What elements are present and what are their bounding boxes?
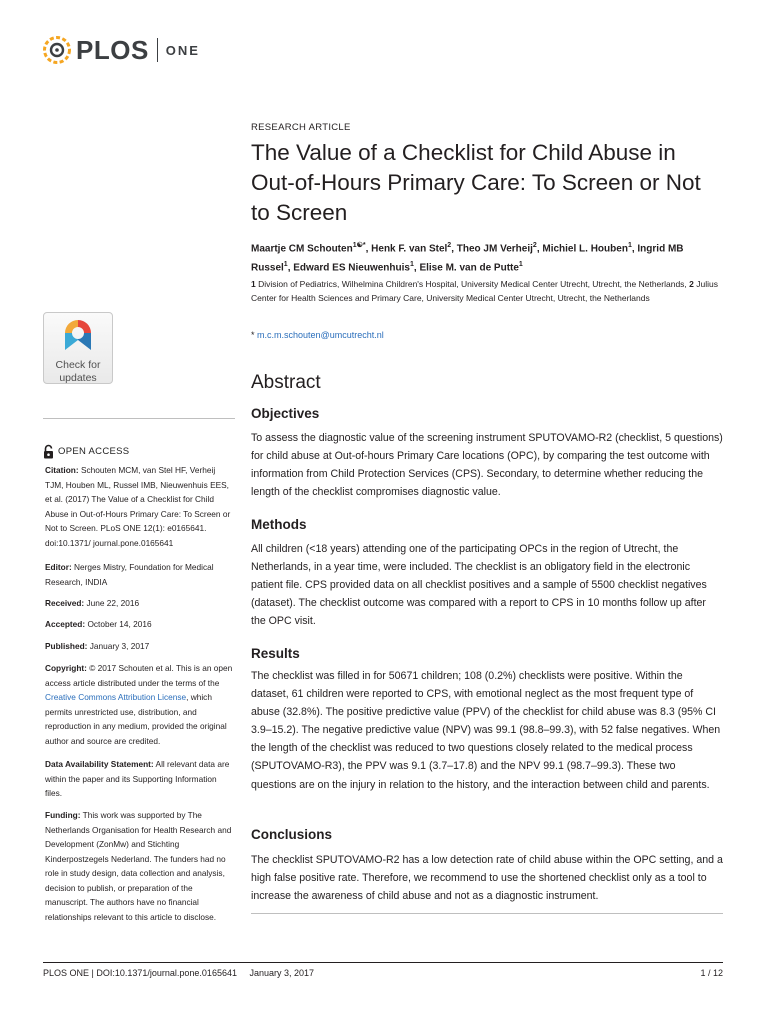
results-heading: Results <box>251 646 300 661</box>
affiliation-number-1: 1 <box>251 279 256 289</box>
logo-journal-name: ONE <box>165 42 200 58</box>
author-mark: ☯* <box>356 242 366 249</box>
published-block <box>45 639 235 654</box>
citation-label: Citation: <box>45 465 79 475</box>
published-label: Published: <box>45 641 88 651</box>
editor-label: Editor: <box>45 562 72 572</box>
check-for-label: Check for <box>55 359 101 371</box>
data-availability-block <box>45 757 235 801</box>
page-number: 1 / 12 <box>700 968 723 978</box>
plos-one-logo[interactable] <box>42 34 200 66</box>
author-affiliation-sup: 2 <box>447 242 452 249</box>
logo-divider <box>157 38 158 62</box>
footer-citation <box>43 968 314 978</box>
received-date: June 22, 2016 <box>86 598 140 608</box>
editor-text: Nerges Mistry, Foundation for Medical Research, INDIA <box>45 562 214 587</box>
received-block <box>45 596 235 611</box>
editor-block <box>45 560 235 589</box>
author-name: Theo JM Verheij <box>456 243 533 255</box>
open-access-text: OPEN ACCESS <box>58 446 130 457</box>
open-access-label <box>43 444 129 459</box>
citation-text: Schouten MCM, van Stel HF, Verheij TJM, Houben ML, Russel IMB, Nieuwenhuis EES, et al. (2017) The Value of a Checklist for Child Abuse in Out-of-Hours Primary Care: To Screen or Not to Screen. PLoS ONE 12(1): e0165641. doi:10.1371/ journal.pone.0165641 <box>45 465 231 548</box>
plos-logo-icon <box>42 35 72 65</box>
accepted-block <box>45 617 235 632</box>
license-link[interactable]: Creative Commons Attribution License <box>45 692 187 702</box>
author-separator: , <box>536 243 543 255</box>
crossmark-icon <box>61 317 95 353</box>
abstract-end-divider <box>251 913 723 914</box>
sidebar-divider <box>43 418 235 419</box>
methods-heading: Methods <box>251 517 307 532</box>
author-separator: , <box>287 262 294 274</box>
accepted-label: Accepted: <box>45 619 86 629</box>
received-label: Received: <box>45 598 85 608</box>
footer-date: January 3, 2017 <box>249 968 315 978</box>
copyright-label: Copyright: <box>45 663 87 673</box>
open-lock-icon <box>43 444 54 459</box>
author-separator: , <box>413 262 420 274</box>
author-name: Maartje CM Schouten <box>251 243 353 255</box>
author-name: Michiel L. Houben <box>542 243 628 255</box>
author-affiliation-sup: 2 <box>532 242 537 249</box>
author-affiliation-sup: 1 <box>352 242 357 249</box>
author-separator: , <box>631 243 638 255</box>
copyright-text: © 2017 Schouten et al. This is an open access article distributed under the terms of the <box>45 663 233 688</box>
copyright-block <box>45 661 235 748</box>
author-separator: , <box>451 243 457 255</box>
author-affiliation-sup: 1 <box>518 261 523 269</box>
author-name: Edward ES Nieuwenhuis <box>293 262 410 274</box>
logo-wordmark: PLOS <box>76 34 149 65</box>
affiliation-number-2: 2 <box>689 279 694 289</box>
author-affiliation-sup: 1 <box>409 261 414 269</box>
copyright-text-end: , which permits unrestricted use, distribution, and reproduction in any medium, provided the original author and source are credited. <box>45 692 227 746</box>
email-address[interactable]: m.c.m.schouten@umcutrecht.nl <box>257 330 384 340</box>
author-name: Ingrid MB Russel <box>251 243 684 274</box>
conclusions-text: The checklist SPUTOVAMO-R2 has a low detection rate of child abuse within the OPC setting, and a high false positive rate. Therefore, we recommend to use the shortened checklist only as a tool to increase the awareness of child abuse and not as a diagnostic instrument. <box>251 854 723 903</box>
article-type: RESEARCH ARTICLE <box>251 122 351 133</box>
check-for-updates-badge[interactable] <box>43 312 113 384</box>
affiliations <box>251 278 723 305</box>
data-availability-text: All relevant data are within the paper and its Supporting Information files. <box>45 759 230 798</box>
author-name: Henk F. van Stel <box>371 243 448 255</box>
conclusions-heading: Conclusions <box>251 827 333 842</box>
citation-block <box>45 463 235 550</box>
results-text: The checklist was filled in for 50671 children; 108 (0.2%) checklists were positive. Within the dataset, 61 children were reported to CPS, with emotional neglect as the most frequent type of abuse (32.8%). The positive predictive value (PPV) of the checklist for child abuse was 8.3 (95% CI 3.9–15.2). The negative predictive value (NPV) was 99.1 (98.8–99.3), with 52 false negatives. When the length of the checklist was reduced to two questions closely related to the medical process (SPUTOVAMO-R3), the PPV was 9.1 (3.7–17.8) and the NPV 99.1 (98.7–99.3). These two questions are on the injury in relation to the history, and the interaction between child and parents. <box>251 670 721 791</box>
author-affiliation-sup: 1 <box>627 242 632 249</box>
author-separator: , <box>365 243 372 255</box>
updates-label: updates <box>59 372 97 384</box>
affiliation-2: Julius Center for Health Sciences and Primary Care, University Medical Center Utrecht, Utrecht, the Netherlands <box>251 279 719 303</box>
corresponding-star: * <box>251 330 255 340</box>
objectives-text: To assess the diagnostic value of the screening instrument SPUTOVAMO-R2 (checklist, 5 questions) for child abuse at Out-of-hours Primary Care locations (OPC), by comparing the test outcome with information from Child Protection Services (CPS). Secondary, to determine whether reducing the length of the checklist compromises diagnostic value. <box>251 432 723 499</box>
footer-divider <box>43 962 723 963</box>
accepted-date: October 14, 2016 <box>87 619 152 629</box>
data-availability-label: Data Availability Statement: <box>45 759 154 769</box>
corresponding-email[interactable] <box>251 330 723 340</box>
funding-label: Funding: <box>45 810 81 820</box>
author-affiliation-sup: 1 <box>283 261 288 269</box>
abstract-heading: Abstract <box>251 372 321 393</box>
funding-text: This work was supported by The Netherlands Organisation for Health Research and Development (ZonMw) and Stichting Kinderpostzegels Nederland. The funders had no role in study design, data collection and analysis, decision to publish, or preparation of the manuscript. The authors have no financial relationships relevant to this article to disclose. <box>45 810 232 922</box>
published-date: January 3, 2017 <box>89 641 150 651</box>
footer-doi: PLOS ONE | DOI:10.1371/journal.pone.0165641 <box>43 968 237 978</box>
author-name: Elise M. van de Putte <box>419 262 519 274</box>
methods-text: All children (<18 years) attending one of the participating OPCs in the region of Utrecht, the Netherlands, in a year time, were included. The checklist is an obligatory field in the electronic patient file. CPS provided data on all checklist positives and a sample of 5500 checklist negatives (dataset). The checklist outcome was compared with a report to CPS in 10 months follow up after the OPC visit. <box>251 543 707 628</box>
objectives-heading: Objectives <box>251 406 320 421</box>
affiliation-1: Division of Pediatrics, Wilhelmina Children's Hospital, University Medical Center Utrecht, Utrecht, the Netherlands, <box>258 279 687 289</box>
author-list <box>251 238 723 277</box>
funding-block <box>45 808 235 924</box>
article-title: The Value of a Checklist for Child Abuse in Out-of-Hours Primary Care: To Screen or Not to Screen <box>251 140 701 225</box>
